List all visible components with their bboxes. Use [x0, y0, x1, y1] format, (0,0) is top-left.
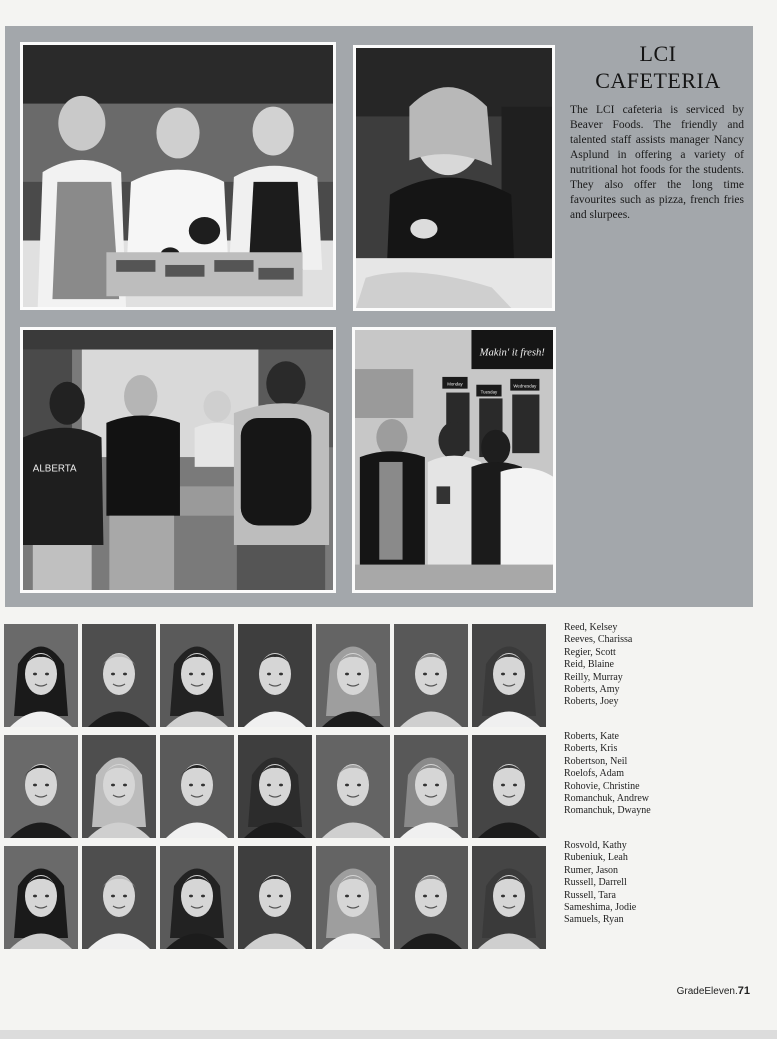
student-portrait — [4, 735, 78, 838]
page-number: 71 — [737, 985, 750, 997]
student-portrait — [394, 624, 468, 727]
serving-line-photo — [20, 327, 336, 593]
student-portrait — [472, 624, 546, 727]
feature-headline — [568, 40, 748, 94]
menu-day-2: Tuesday — [480, 389, 498, 395]
student-name: Sameshima, Jodie — [564, 902, 637, 914]
menu-day-3: Wednesday — [513, 383, 537, 389]
names-group-2 — [564, 731, 704, 818]
student-portrait — [316, 846, 390, 949]
student-portrait — [238, 846, 312, 949]
student-name: Rubeniuk, Leah — [564, 852, 628, 864]
student-portrait — [82, 735, 156, 838]
student-name: Samuels, Ryan — [564, 914, 624, 926]
staff-photo — [20, 42, 336, 310]
student-name: Roberts, Kate — [564, 731, 619, 742]
student-portrait — [316, 624, 390, 727]
student-portrait — [238, 624, 312, 727]
page-footer — [640, 985, 750, 997]
student-portrait — [82, 624, 156, 727]
page-bottom-edge — [0, 1030, 777, 1039]
student-name: Reilly, Murray — [564, 671, 623, 683]
student-name: Robertson, Neil — [564, 755, 628, 767]
student-name: Rosvold, Kathy — [564, 840, 627, 851]
menu-day-1: Monday — [447, 381, 463, 387]
student-portrait — [160, 624, 234, 727]
footer-label: GradeEleven. — [676, 986, 738, 997]
students-sign-photo — [352, 327, 556, 593]
student-name: Russell, Tara — [564, 889, 616, 901]
student-name: Reeves, Charissa — [564, 634, 633, 646]
student-name: Reed, Kelsey — [564, 622, 618, 633]
student-portrait — [4, 846, 78, 949]
student-name: Russell, Darrell — [564, 877, 627, 889]
student-name: Rumer, Jason — [564, 864, 619, 876]
student-name: Rohovie, Christine — [564, 780, 640, 792]
student-name: Roelofs, Adam — [564, 768, 624, 780]
headline-line-2: CAFETERIA — [595, 68, 721, 93]
jacket-text: ALBERTA — [32, 463, 77, 475]
feature-body-text: The LCI cafeteria is serviced by Beaver Foods. The friendly and talented staff assists manager Nancy Asplund in offering a variety of nutritional hot foods for the students. They also offer the long time favourites such as pizza, french fries and slurpees. — [570, 104, 744, 221]
student-portrait — [82, 846, 156, 949]
student-portrait — [160, 846, 234, 949]
student-name: Roberts, Joey — [564, 696, 619, 708]
student-portrait — [394, 846, 468, 949]
student-name: Romanchuk, Dwayne — [564, 805, 651, 817]
student-laughing-photo — [353, 45, 555, 311]
portrait-grid — [4, 624, 550, 949]
sign-text: Makin' it fresh! — [479, 346, 545, 359]
student-name: Regier, Scott — [564, 646, 616, 658]
student-portrait — [472, 735, 546, 838]
student-portrait — [472, 846, 546, 949]
headline-line-1: LCI — [639, 41, 677, 66]
names-group-3 — [564, 840, 704, 927]
student-portrait — [160, 735, 234, 838]
student-portrait — [4, 624, 78, 727]
student-portrait — [238, 735, 312, 838]
student-portrait — [394, 735, 468, 838]
names-group-1 — [564, 622, 704, 709]
student-name: Roberts, Kris — [564, 743, 618, 755]
student-name: Romanchuk, Andrew — [564, 793, 649, 805]
student-name: Roberts, Amy — [564, 684, 620, 696]
student-portrait — [316, 735, 390, 838]
student-name: Reid, Blaine — [564, 659, 614, 671]
